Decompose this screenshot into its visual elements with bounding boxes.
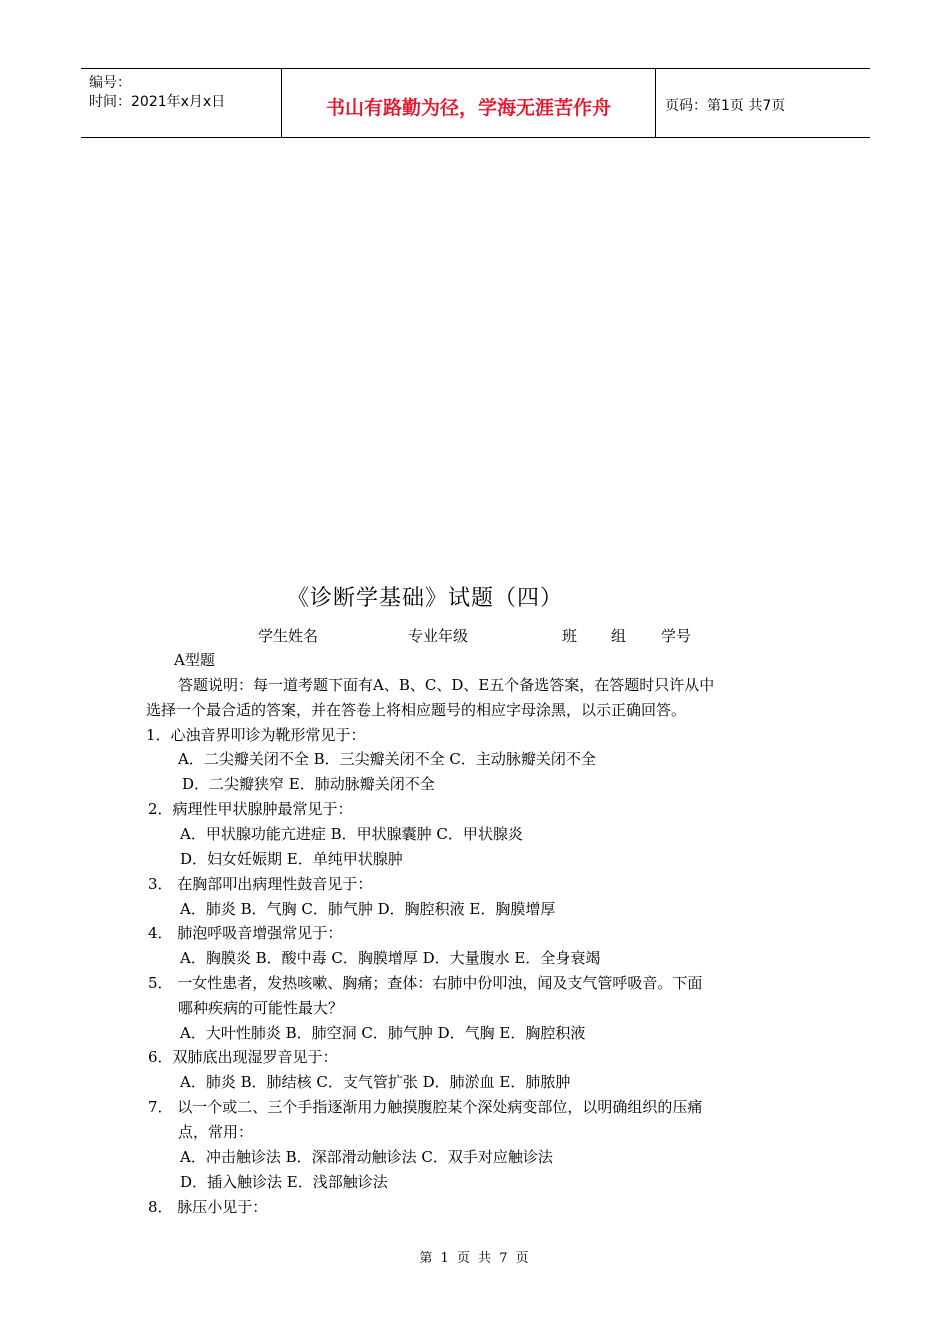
class-label: 班 [562,627,578,645]
question-options: A．甲状腺功能亢进症 B．甲状腺囊肿 C．甲状腺炎 [180,825,523,843]
question-options: A．大叶性肺炎 B．肺空洞 C．肺气肿 D．气胸 E．胸腔积液 [180,1024,586,1042]
group-label: 组 [611,627,627,645]
page-label: 页码：第1页 共7页 [665,98,786,114]
instruction-line: 选择一个最合适的答案，并在答卷上将相应题号的相应字母涂黑，以示正确回答。 [146,701,687,719]
question-options: D．妇女妊娠期 E．单纯甲状腺肿 [180,850,403,868]
question-stem: 1．心浊音界叩诊为靴形常见于： [146,726,366,744]
question-stem: 3． 在胸部叩出病理性鼓音见于： [148,875,373,893]
time-label: 时间：2021年x月x日 [89,94,226,110]
exam-title: 《诊断学基础》试题（四） [286,586,563,611]
question-options: D．插入触诊法 E．浅部触诊法 [180,1173,388,1191]
question-stem: 7． 以一个或二、三个手指逐渐用力触摸腹腔某个深处病变部位，以明确组织的压痛 [148,1098,703,1116]
question-options: A．肺炎 B．肺结核 C．支气管扩张 D．肺淤血 E．肺脓肿 [180,1073,571,1091]
question-options: A．胸膜炎 B．酸中毒 C．胸膜增厚 D．大量腹水 E．全身衰竭 [180,949,601,967]
instruction-line: 答题说明：每一道考题下面有A、B、C、D、E五个备选答案，在答题时只许从中 [178,676,715,694]
header-motto-cell [282,69,656,137]
header-page-cell [656,69,870,137]
question-stem: 4． 肺泡呼吸音增强常见于： [148,924,343,942]
question-stem-continued: 点，常用： [178,1123,254,1141]
header-meta-cell [81,69,282,137]
question-options: A．二尖瓣关闭不全 B．三尖瓣关闭不全 C．主动脉瓣关闭不全 [178,750,596,768]
page-footer: 第 1 页 共 7 页 [419,1251,531,1266]
question-options: D．二尖瓣狭窄 E．肺动脉瓣关闭不全 [182,775,435,793]
section-heading: A型题 [174,651,215,669]
question-options: A．肺炎 B．气胸 C．肺气肿 D．胸腔积液 E．胸膜增厚 [180,900,556,918]
question-options: A．冲击触诊法 B．深部滑动触诊法 C．双手对应触诊法 [180,1148,553,1166]
student-name-label: 学生姓名 [258,627,319,645]
question-stem: 8． 脉压小见于： [148,1198,268,1216]
question-stem: 5． 一女性患者，发热咳嗽、胸痛；查体：右肺中份叩浊，闻及支气管呼吸音。下面 [148,974,703,992]
major-label: 专业年级 [408,627,469,645]
question-stem: 6．双肺底出现湿罗音见于： [148,1048,338,1066]
motto-text: 书山有路勤为径，学海无涯苦作舟 [325,97,611,119]
serial-label: 编号： [89,75,131,91]
question-stem-continued: 哪种疾病的可能性最大？ [178,999,344,1017]
student-number-label: 学号 [661,627,692,645]
question-stem: 2．病理性甲状腺肿最常见于： [148,800,353,818]
page-header [81,68,870,138]
